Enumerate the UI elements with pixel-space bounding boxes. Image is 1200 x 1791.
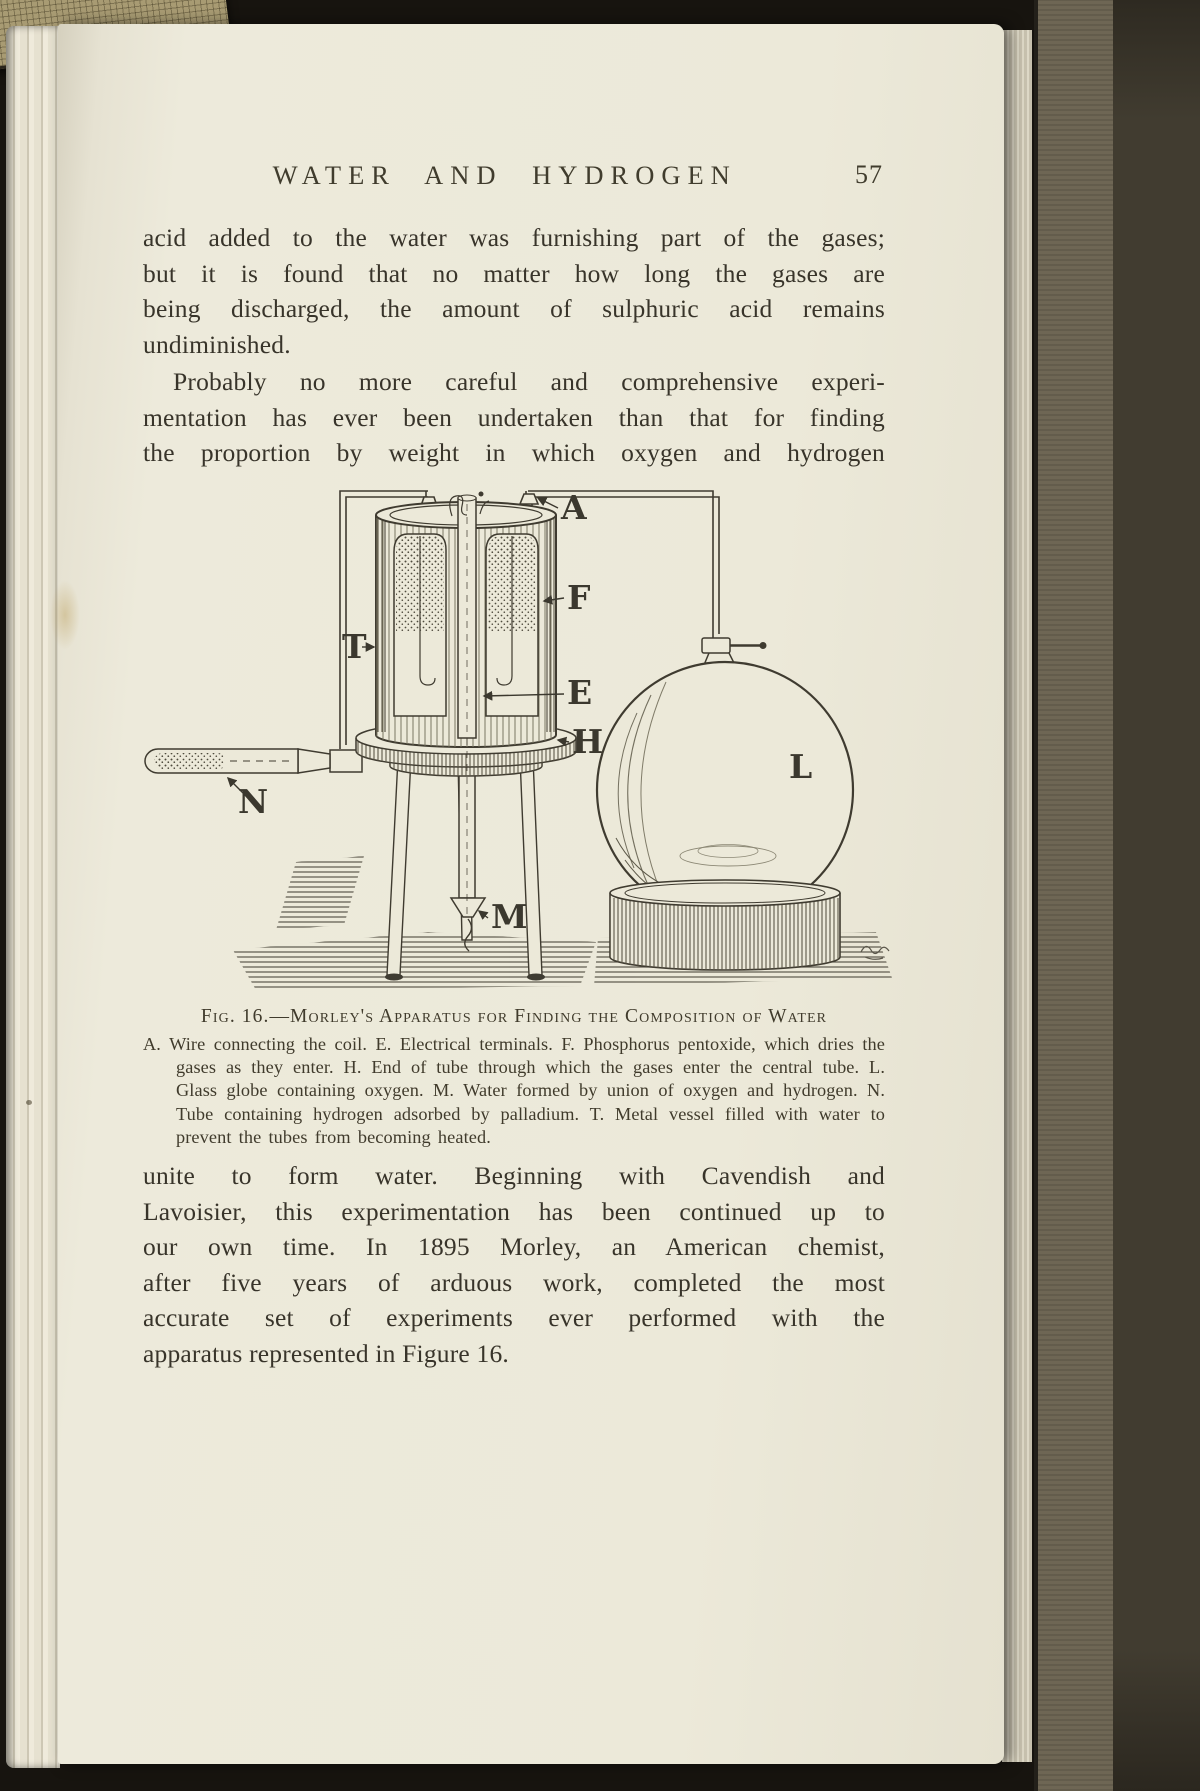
- figure-label-a: A: [561, 488, 587, 527]
- figure-label-e: E: [567, 673, 593, 712]
- figure-label-l: L: [789, 747, 813, 786]
- oxygen-globe: [597, 638, 853, 918]
- figure-label-t: T: [342, 627, 367, 666]
- palladium-tube: [145, 749, 362, 773]
- book-cover-cloth: [1034, 0, 1117, 1791]
- book-cover-edge: [1113, 0, 1200, 1791]
- page-number: 57: [855, 160, 883, 189]
- paragraph-3: unite to form water. Beginning with Cavendish and Lavoisier, this experimentation has been continued up to our own time. In 1895 Morley, an American chemist, after five years of arduous work, completed the most accurate set of experiments ever performed with the apparatus represented in Figure 16.: [143, 1161, 885, 1368]
- figure-16-apparatus-illustration: [128, 470, 903, 1010]
- paragraph-1: acid added to the water was furnishing part of the gases; but it is found that no matter how long the gases are being discharged, the amount of sulphuric acid remains undiminished.: [143, 223, 885, 359]
- figure-caption: [143, 1006, 885, 1149]
- page-header: [143, 160, 885, 196]
- page-edges-left: [6, 26, 60, 1768]
- figure-label-h: H: [572, 722, 604, 761]
- page-edges-right: [1002, 30, 1032, 1762]
- paragraph-2: Probably no more careful and comprehensive experi- mentation has ever been undertaken than that for finding the proportion by weight in which oxygen and hydrogen: [143, 367, 885, 468]
- page-stain: [50, 580, 80, 650]
- page-speck: [26, 1100, 32, 1105]
- globe-base: [610, 880, 840, 970]
- figure-label-m: M: [491, 897, 528, 936]
- book-page: [58, 24, 1004, 1764]
- figure-label-f: F: [567, 578, 591, 617]
- figure-label-n: N: [238, 782, 269, 821]
- figure-caption-title: Fig. 16.—Morley's Apparatus for Finding the Composition of Water: [200, 1006, 828, 1027]
- figure-caption-body: A. Wire connecting the coil. E. Electrical terminals. F. Phosphorus pentoxide, which dries the gases as they enter. H. End of tube through which the gases enter the central tube. L. Glass globe containing oxygen. M. Water formed by union of oxygen and hydrogen. N. Tube containing hydrogen adsorbed by palladium. T. Metal vessel filled with water to prevent the tubes from becoming heated.: [143, 1034, 885, 1147]
- running-title: WATER AND HYDROGEN: [272, 160, 737, 190]
